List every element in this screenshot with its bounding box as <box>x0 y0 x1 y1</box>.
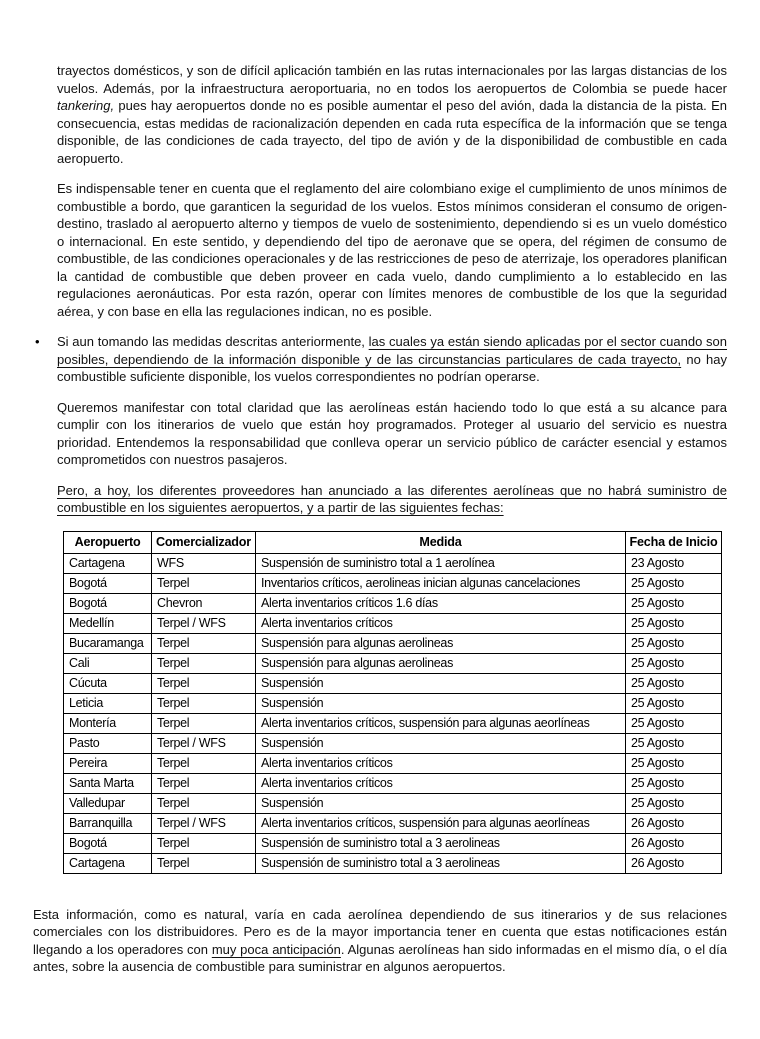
table-cell: Bogotá <box>64 593 152 613</box>
table-row <box>64 833 722 853</box>
table-cell: Bogotá <box>64 573 152 593</box>
table-cell: Alerta inventarios críticos <box>256 773 626 793</box>
table-row <box>64 713 722 733</box>
table-cell: Terpel <box>152 833 256 853</box>
paragraph-commitment <box>57 399 727 469</box>
table-cell: Terpel <box>152 853 256 873</box>
table-row <box>64 573 722 593</box>
table-cell: Alerta inventarios críticos, suspensión para algunas aeorlíneas <box>256 713 626 733</box>
table-cell: 25 Agosto <box>626 613 722 633</box>
table-cell: Suspensión <box>256 733 626 753</box>
table-cell: 25 Agosto <box>626 633 722 653</box>
table-cell: 23 Agosto <box>626 553 722 573</box>
table-cell: Suspensión <box>256 673 626 693</box>
table-cell: Bucaramanga <box>64 633 152 653</box>
text-segment: no hay combustible suficiente disponible, los vuelos correspondientes no podrían operarse. <box>57 351 727 384</box>
text-segment: Es indispensable tener en cuenta que el reglamento del aire colombiano exige el cumplimiento de unos mínimos de combustible a bordo, que garanticen la seguridad de los vuelos. Estos mínimos consideran el consumo de origen-destino, traslado al aeropuerto alterno y tiempos de vuelo de sostenimiento, dependiendo si es un vuelo doméstico o internacional. En este sentido, y dependiendo del tipo de aeronave que se opera, del régimen de consumo de combustible, de las condiciones operacionales y de las restricciones de peso de aterrizaje, los operadores planifican la cantidad de combustible que deben proveer en cada vuelo, dando cumplimiento a lo establecido en las regulaciones aeronáuticas. Por esta razón, operar con límites menores de combustible de los que la seguridad aérea, y con base en ella las regulaciones indican, no es posible. <box>57 181 727 319</box>
table-cell: Valledupar <box>64 793 152 813</box>
table-cell: Medellín <box>64 613 152 633</box>
text-segment: trayectos domésticos, y son de difícil aplicación también en las rutas internacionales por las largas distancias de los vuelos. Además, por la infraestructura aeroportuaria, no en todos los aeropuertos de Colombia se puede hacer <box>57 63 727 96</box>
table-cell: Terpel <box>152 793 256 813</box>
text-segment: muy poca anticipación <box>211 941 341 957</box>
table-cell: 25 Agosto <box>626 693 722 713</box>
table-header-cell: Comercializador <box>152 531 256 553</box>
table-cell: 26 Agosto <box>626 853 722 873</box>
table-cell: Cali <box>64 653 152 673</box>
table-body <box>64 553 722 873</box>
table-cell: Montería <box>64 713 152 733</box>
table-cell: Terpel <box>152 653 256 673</box>
table-cell: Suspensión de suministro total a 3 aerolineas <box>256 853 626 873</box>
table-row <box>64 773 722 793</box>
text-segment: . Algunas aerolíneas han sido informadas en el mismo día, o el día antes, sobre la ausencia de combustible para suministrar en algunos aeropuertos. <box>33 941 728 974</box>
table-row <box>64 633 722 653</box>
table-cell: WFS <box>152 553 256 573</box>
bullet-marker: • <box>35 334 40 349</box>
table-cell: Alerta inventarios críticos <box>256 613 626 633</box>
table-row <box>64 853 722 873</box>
table-row <box>64 553 722 573</box>
paragraph-closing <box>33 906 727 976</box>
paragraph-table-intro <box>57 482 727 517</box>
table-cell: Suspensión <box>256 693 626 713</box>
table-header-cell: Medida <box>256 531 626 553</box>
table-row <box>64 613 722 633</box>
table-row <box>64 793 722 813</box>
table-cell: Terpel <box>152 753 256 773</box>
table-cell: Suspensión de suministro total a 1 aerolínea <box>256 553 626 573</box>
table-cell: Terpel <box>152 713 256 733</box>
text-segment: Pero, a hoy, los diferentes proveedores han anunciado a las diferentes aerolíneas que no habrá suministro de combustible en los siguientes aeropuertos, y a partir de las siguientes fechas: <box>57 482 727 515</box>
table-cell: 25 Agosto <box>626 593 722 613</box>
table-row <box>64 733 722 753</box>
table-cell: Terpel <box>152 773 256 793</box>
table-cell: Suspensión para algunas aerolineas <box>256 653 626 673</box>
table-cell: 25 Agosto <box>626 673 722 693</box>
table-cell: Terpel / WFS <box>152 613 256 633</box>
table-cell: Terpel / WFS <box>152 733 256 753</box>
paragraph-tankering <box>57 62 727 167</box>
table-cell: Terpel <box>152 673 256 693</box>
table-cell: 25 Agosto <box>626 733 722 753</box>
table-cell: Alerta inventarios críticos, suspensión para algunas aeorlíneas <box>256 813 626 833</box>
bullet-item <box>33 333 727 386</box>
text-segment: Si aun tomando las medidas descritas anteriormente, <box>57 334 369 349</box>
table-cell: Alerta inventarios críticos 1.6 días <box>256 593 626 613</box>
table-cell: Terpel <box>152 693 256 713</box>
table-cell: Cartagena <box>64 853 152 873</box>
table-cell: Pasto <box>64 733 152 753</box>
table-header-cell: Fecha de Inicio <box>626 531 722 553</box>
table-header-cell: Aeropuerto <box>64 531 152 553</box>
table-cell: 26 Agosto <box>626 833 722 853</box>
table-row <box>64 693 722 713</box>
table-cell: 25 Agosto <box>626 753 722 773</box>
table-row <box>64 593 722 613</box>
table-cell: Chevron <box>152 593 256 613</box>
bullet-paragraph-measures <box>57 333 727 386</box>
text-segment: tankering, <box>57 98 115 113</box>
table-cell: Santa Marta <box>64 773 152 793</box>
text-segment: las cuales ya están siendo aplicadas por el sector cuando son posibles, dependiendo de la información disponible y de las circunstancias particulares de cada trayecto, <box>57 334 728 367</box>
text-segment: pues hay aeropuertos donde no es posible aumentar el peso del avión, dada la distancia de la pista. En consecuencia, estas medidas de racionalización dependen en cada ruta específica de la información que se tenga disponible, de las condiciones de cada trayecto, del tipo de avión y de la disponibilidad de combustible en cada aeropuerto. <box>57 98 727 166</box>
table-row <box>64 753 722 773</box>
table-cell: Cúcuta <box>64 673 152 693</box>
table-cell: 26 Agosto <box>626 813 722 833</box>
table-row <box>64 673 722 693</box>
table-cell: 25 Agosto <box>626 653 722 673</box>
table-cell: Barranquilla <box>64 813 152 833</box>
table-cell: Suspensión de suministro total a 3 aerolineas <box>256 833 626 853</box>
table-row <box>64 813 722 833</box>
table-cell: 25 Agosto <box>626 793 722 813</box>
table-cell: Terpel <box>152 573 256 593</box>
table-cell: Bogotá <box>64 833 152 853</box>
table-cell: Suspensión para algunas aerolineas <box>256 633 626 653</box>
table-cell: 25 Agosto <box>626 713 722 733</box>
fuel-supply-table <box>63 531 722 874</box>
paragraph-fuel-regulations <box>57 180 727 320</box>
table-cell: 25 Agosto <box>626 573 722 593</box>
table-cell: Pereira <box>64 753 152 773</box>
text-segment: Queremos manifestar con total claridad que las aerolíneas están haciendo todo lo que está a su alcance para cumplir con los itinerarios de vuelo que están hoy programados. Proteger al usuario del servicio es nuestra prioridad. Entendemos la responsabilidad que conlleva operar un servicio público de carácter esencial y estamos comprometidos con nuestros pasajeros. <box>57 399 727 467</box>
table-row <box>64 653 722 673</box>
table-cell: Cartagena <box>64 553 152 573</box>
table-cell: Suspensión <box>256 793 626 813</box>
table-cell: Terpel / WFS <box>152 813 256 833</box>
text-segment: Esta información, como es natural, varía en cada aerolínea dependiendo de sus itinerarios y de sus relaciones comerciales con los distribuidores. Pero es de la mayor importancia tener en cuenta que estas notificaciones están llegando a los operadores con <box>33 906 727 957</box>
table-cell: Terpel <box>152 633 256 653</box>
table-cell: Alerta inventarios críticos <box>256 753 626 773</box>
table-cell: 25 Agosto <box>626 773 722 793</box>
table-header-row <box>64 531 722 553</box>
table-cell: Leticia <box>64 693 152 713</box>
table-cell: Inventarios críticos, aerolineas inician algunas cancelaciones <box>256 573 626 593</box>
